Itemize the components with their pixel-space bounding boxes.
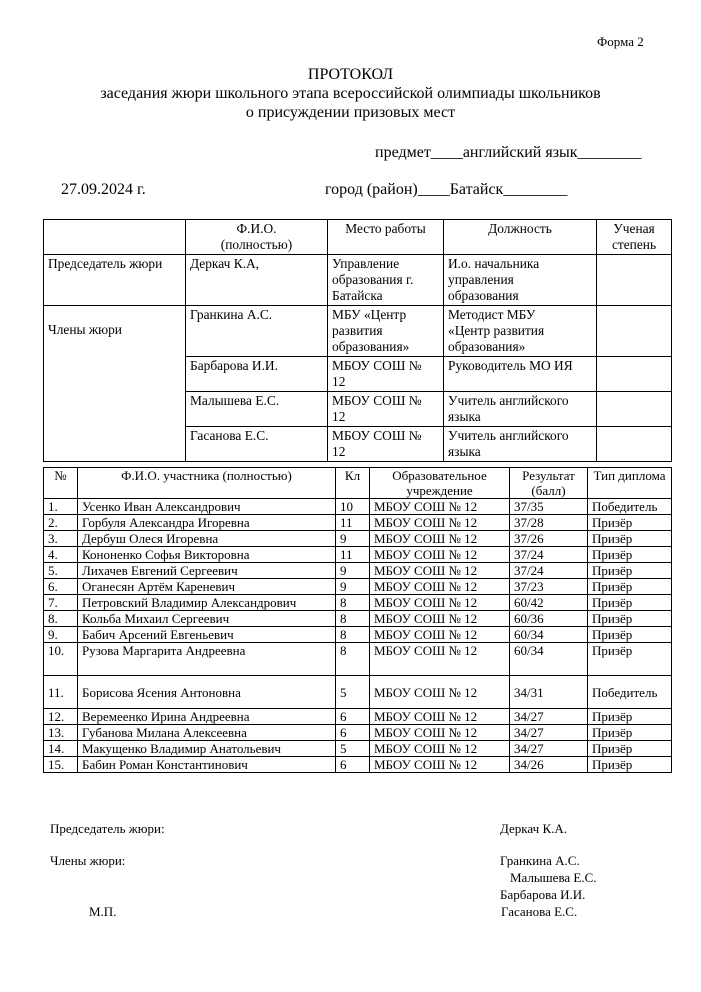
subject-line: предмет____английский язык________	[375, 144, 642, 161]
school: МБОУ СОШ № 12	[370, 515, 510, 531]
row-number: 1.	[44, 499, 78, 515]
results-row	[44, 515, 672, 531]
jury-name: Гасанова Е.С.	[186, 427, 328, 462]
class: 8	[336, 595, 370, 611]
score: 34/31	[510, 676, 588, 709]
row-number: 3.	[44, 531, 78, 547]
city-line: город (район)____Батайск________	[325, 181, 568, 198]
school: МБОУ СОШ № 12	[370, 531, 510, 547]
score: 37/28	[510, 515, 588, 531]
row-number: 12.	[44, 709, 78, 725]
signature-chair-name: Деркач К.А.	[500, 821, 568, 836]
diploma-type: Призёр	[588, 563, 672, 579]
jury-degree	[597, 306, 672, 357]
results-row	[44, 676, 672, 709]
results-row	[44, 741, 672, 757]
jury-work: МБОУ СОШ № 12	[328, 392, 444, 427]
participant-name: Дербуш Олеся Игоревна	[78, 531, 336, 547]
jury-header-work: Место работы	[328, 220, 444, 255]
results-header-class: Кл	[336, 468, 370, 499]
school: МБОУ СОШ № 12	[370, 579, 510, 595]
diploma-type: Победитель	[588, 676, 672, 709]
class: 5	[336, 676, 370, 709]
diploma-type: Призёр	[588, 611, 672, 627]
diploma-type: Призёр	[588, 531, 672, 547]
diploma-type: Призёр	[588, 741, 672, 757]
participant-name: Веремеенко Ирина Андреевна	[78, 709, 336, 725]
class: 9	[336, 531, 370, 547]
school: МБОУ СОШ № 12	[370, 741, 510, 757]
participant-name: Оганесян Артём Кареневич	[78, 579, 336, 595]
stamp-label: М.П.	[89, 904, 117, 919]
jury-degree	[597, 392, 672, 427]
jury-name: Малышева Е.С.	[186, 392, 328, 427]
score: 60/36	[510, 611, 588, 627]
class: 8	[336, 627, 370, 643]
jury-position: Методист МБУ «Центр развития образования»	[444, 306, 597, 357]
protocol-date: 27.09.2024 г.	[61, 181, 146, 198]
school: МБОУ СОШ № 12	[370, 676, 510, 709]
jury-work: МБУ «Центр развития образования»	[328, 306, 444, 357]
row-number: 13.	[44, 725, 78, 741]
participant-name: Усенко Иван Александрович	[78, 499, 336, 515]
participant-name: Кольба Михаил Сергеевич	[78, 611, 336, 627]
jury-header-row	[44, 220, 672, 255]
results-table	[43, 467, 672, 773]
form-label: Форма 2	[597, 34, 644, 49]
row-number: 11.	[44, 676, 78, 709]
results-header-score: Результат (балл)	[510, 468, 588, 499]
row-number: 8.	[44, 611, 78, 627]
results-header-row	[44, 468, 672, 499]
signature-member-name: Малышева Е.С.	[510, 870, 597, 885]
signature-member-name: Гранкина А.С.	[500, 853, 580, 868]
results-header-name: Ф.И.О. участника (полностью)	[78, 468, 336, 499]
diploma-type: Призёр	[588, 579, 672, 595]
row-number: 4.	[44, 547, 78, 563]
jury-name: Деркач К.А,	[186, 255, 328, 306]
jury-degree	[597, 255, 672, 306]
participant-name: Бабин Роман Константинович	[78, 757, 336, 773]
diploma-type: Призёр	[588, 595, 672, 611]
row-number: 6.	[44, 579, 78, 595]
school: МБОУ СОШ № 12	[370, 595, 510, 611]
jury-work: МБОУ СОШ № 12	[328, 357, 444, 392]
diploma-type: Призёр	[588, 709, 672, 725]
class: 11	[336, 547, 370, 563]
row-number: 10.	[44, 643, 78, 676]
participant-name: Бабич Арсений Евгеньевич	[78, 627, 336, 643]
participant-name: Петровский Владимир Александрович	[78, 595, 336, 611]
document-subtitle-1: заседания жюри школьного этапа всероссийской олимпиады школьников	[100, 85, 601, 102]
jury-work: Управление образования г. Батайска	[328, 255, 444, 306]
results-header-school: Образовательное учреждение	[370, 468, 510, 499]
class: 11	[336, 515, 370, 531]
jury-table	[43, 219, 672, 462]
school: МБОУ СОШ № 12	[370, 709, 510, 725]
signature-member-name: Барбарова И.И.	[500, 887, 586, 902]
school: МБОУ СОШ № 12	[370, 611, 510, 627]
diploma-type: Призёр	[588, 515, 672, 531]
jury-role-chair: Председатель жюри	[44, 255, 186, 306]
diploma-type: Призёр	[588, 627, 672, 643]
results-header-diploma: Тип диплома	[588, 468, 672, 499]
jury-work: МБОУ СОШ № 12	[328, 427, 444, 462]
jury-row	[44, 306, 672, 357]
score: 34/26	[510, 757, 588, 773]
results-row	[44, 531, 672, 547]
score: 37/26	[510, 531, 588, 547]
jury-header-blank	[44, 220, 186, 255]
participant-name: Кононенко Софья Викторовна	[78, 547, 336, 563]
jury-header-degree: Ученая степень	[597, 220, 672, 255]
diploma-type: Призёр	[588, 757, 672, 773]
results-row	[44, 725, 672, 741]
jury-name: Барбарова И.И.	[186, 357, 328, 392]
jury-row	[44, 255, 672, 306]
score: 60/34	[510, 643, 588, 676]
results-row	[44, 709, 672, 725]
score: 34/27	[510, 725, 588, 741]
document-subtitle-2: о присуждении призовых мест	[245, 104, 456, 121]
class: 8	[336, 643, 370, 676]
jury-degree	[597, 427, 672, 462]
results-row	[44, 547, 672, 563]
score: 60/42	[510, 595, 588, 611]
row-number: 5.	[44, 563, 78, 579]
class: 6	[336, 757, 370, 773]
score: 34/27	[510, 741, 588, 757]
class: 5	[336, 741, 370, 757]
row-number: 9.	[44, 627, 78, 643]
score: 37/23	[510, 579, 588, 595]
jury-position: Руководитель МО ИЯ	[444, 357, 597, 392]
participant-name: Губанова Милана Алексеевна	[78, 725, 336, 741]
results-row	[44, 627, 672, 643]
signature-chair-label: Председатель жюри:	[50, 821, 165, 836]
school: МБОУ СОШ № 12	[370, 547, 510, 563]
results-row	[44, 643, 672, 676]
jury-position: Учитель английского языка	[444, 427, 597, 462]
class: 6	[336, 725, 370, 741]
class: 6	[336, 709, 370, 725]
diploma-type: Призёр	[588, 643, 672, 676]
results-header-num: №	[44, 468, 78, 499]
score: 34/27	[510, 709, 588, 725]
score: 37/24	[510, 547, 588, 563]
school: МБОУ СОШ № 12	[370, 499, 510, 515]
results-row	[44, 595, 672, 611]
signature-members-label: Члены жюри:	[50, 853, 126, 868]
school: МБОУ СОШ № 12	[370, 627, 510, 643]
school: МБОУ СОШ № 12	[370, 643, 510, 676]
diploma-type: Призёр	[588, 725, 672, 741]
diploma-type: Призёр	[588, 547, 672, 563]
results-row	[44, 499, 672, 515]
results-row	[44, 611, 672, 627]
document-title: ПРОТОКОЛ	[307, 66, 394, 83]
class: 9	[336, 563, 370, 579]
participant-name: Борисова Ясения Антоновна	[78, 676, 336, 709]
school: МБОУ СОШ № 12	[370, 757, 510, 773]
results-row	[44, 757, 672, 773]
row-number: 15.	[44, 757, 78, 773]
jury-role-members: Члены жюри	[44, 306, 186, 462]
row-number: 7.	[44, 595, 78, 611]
class: 9	[336, 579, 370, 595]
class: 10	[336, 499, 370, 515]
jury-degree	[597, 357, 672, 392]
score: 37/24	[510, 563, 588, 579]
class: 8	[336, 611, 370, 627]
participant-name: Горбуля Александра Игоревна	[78, 515, 336, 531]
row-number: 2.	[44, 515, 78, 531]
results-body	[44, 499, 672, 773]
participant-name: Лихачев Евгений Сергеевич	[78, 563, 336, 579]
jury-header-position: Должность	[444, 220, 597, 255]
participant-name: Макущенко Владимир Анатольевич	[78, 741, 336, 757]
school: МБОУ СОШ № 12	[370, 725, 510, 741]
signature-member-name: Гасанова Е.С.	[501, 904, 578, 919]
diploma-type: Победитель	[588, 499, 672, 515]
row-number: 14.	[44, 741, 78, 757]
jury-position: И.о. начальника управления образования	[444, 255, 597, 306]
jury-position: Учитель английского языка	[444, 392, 597, 427]
school: МБОУ СОШ № 12	[370, 563, 510, 579]
participant-name: Рузова Маргарита Андреевна	[78, 643, 336, 676]
results-row	[44, 579, 672, 595]
score: 60/34	[510, 627, 588, 643]
results-row	[44, 563, 672, 579]
jury-name: Гранкина А.С.	[186, 306, 328, 357]
jury-header-name: Ф.И.О. (полностью)	[186, 220, 328, 255]
score: 37/35	[510, 499, 588, 515]
